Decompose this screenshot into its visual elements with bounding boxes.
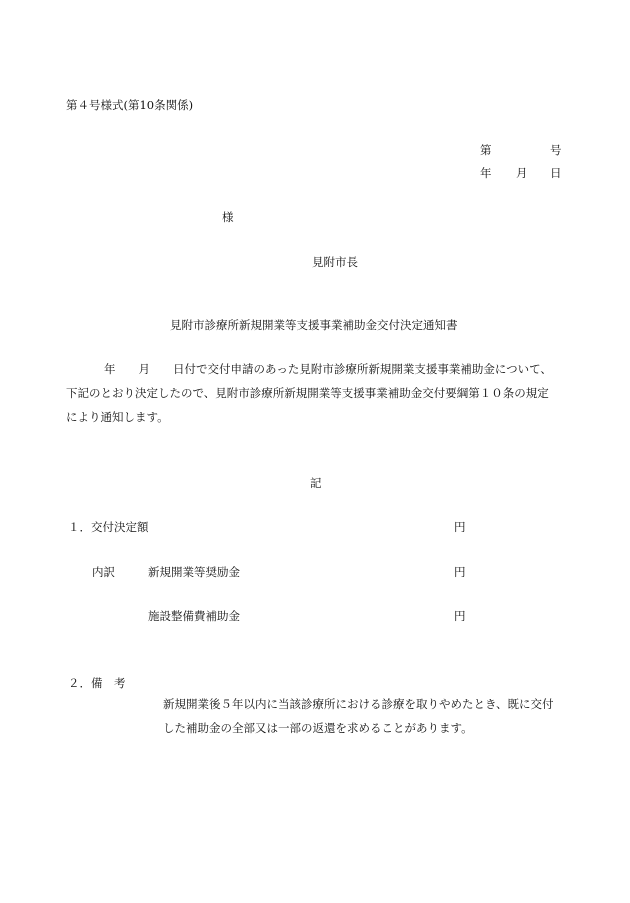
number-prefix: 第: [480, 143, 492, 157]
addressee-suffix: 様: [222, 210, 234, 224]
ki-heading: 記: [310, 476, 322, 490]
body-line-3: により通知します。: [66, 410, 169, 424]
number-suffix: 号: [550, 143, 562, 157]
remarks-line-1: 新規開業後５年以内に当該診療所における診療を取りやめたとき、既に交付: [163, 697, 554, 711]
breakdown-label: 内訳: [92, 565, 115, 579]
section2-heading: ２．備 考: [68, 676, 126, 690]
breakdown-item-label: 新規開業等奨励金: [148, 565, 240, 579]
section1-heading: １．交付決定額: [68, 520, 149, 534]
breakdown-item-unit: 円: [454, 609, 466, 623]
breakdown-item-unit: 円: [454, 565, 466, 579]
remarks-paragraph: [163, 692, 573, 740]
sender: 見附市長: [312, 255, 358, 269]
body-line-2: 下記のとおり決定したので、見附市診療所新規開業等支援事業補助金交付要綱第１０条の規定: [66, 386, 549, 400]
form-label: 第４号様式(第10条関係): [66, 98, 194, 112]
document-title: 見附市診療所新規開業等支援事業補助金交付決定通知書: [170, 318, 458, 332]
body-line-1: 年 月 日付で交付申請のあった見附市診療所新規開業支援事業補助金について、: [104, 362, 552, 376]
remarks-line-2: した補助金の全部又は一部の返還を求めることがあります。: [163, 721, 473, 735]
date-year: 年: [480, 166, 492, 180]
date-day: 日: [550, 166, 562, 180]
date-month: 月: [516, 166, 528, 180]
body-paragraph: [66, 357, 566, 429]
breakdown-item-label: 施設整備費補助金: [148, 609, 240, 623]
section1-unit: 円: [454, 520, 466, 534]
